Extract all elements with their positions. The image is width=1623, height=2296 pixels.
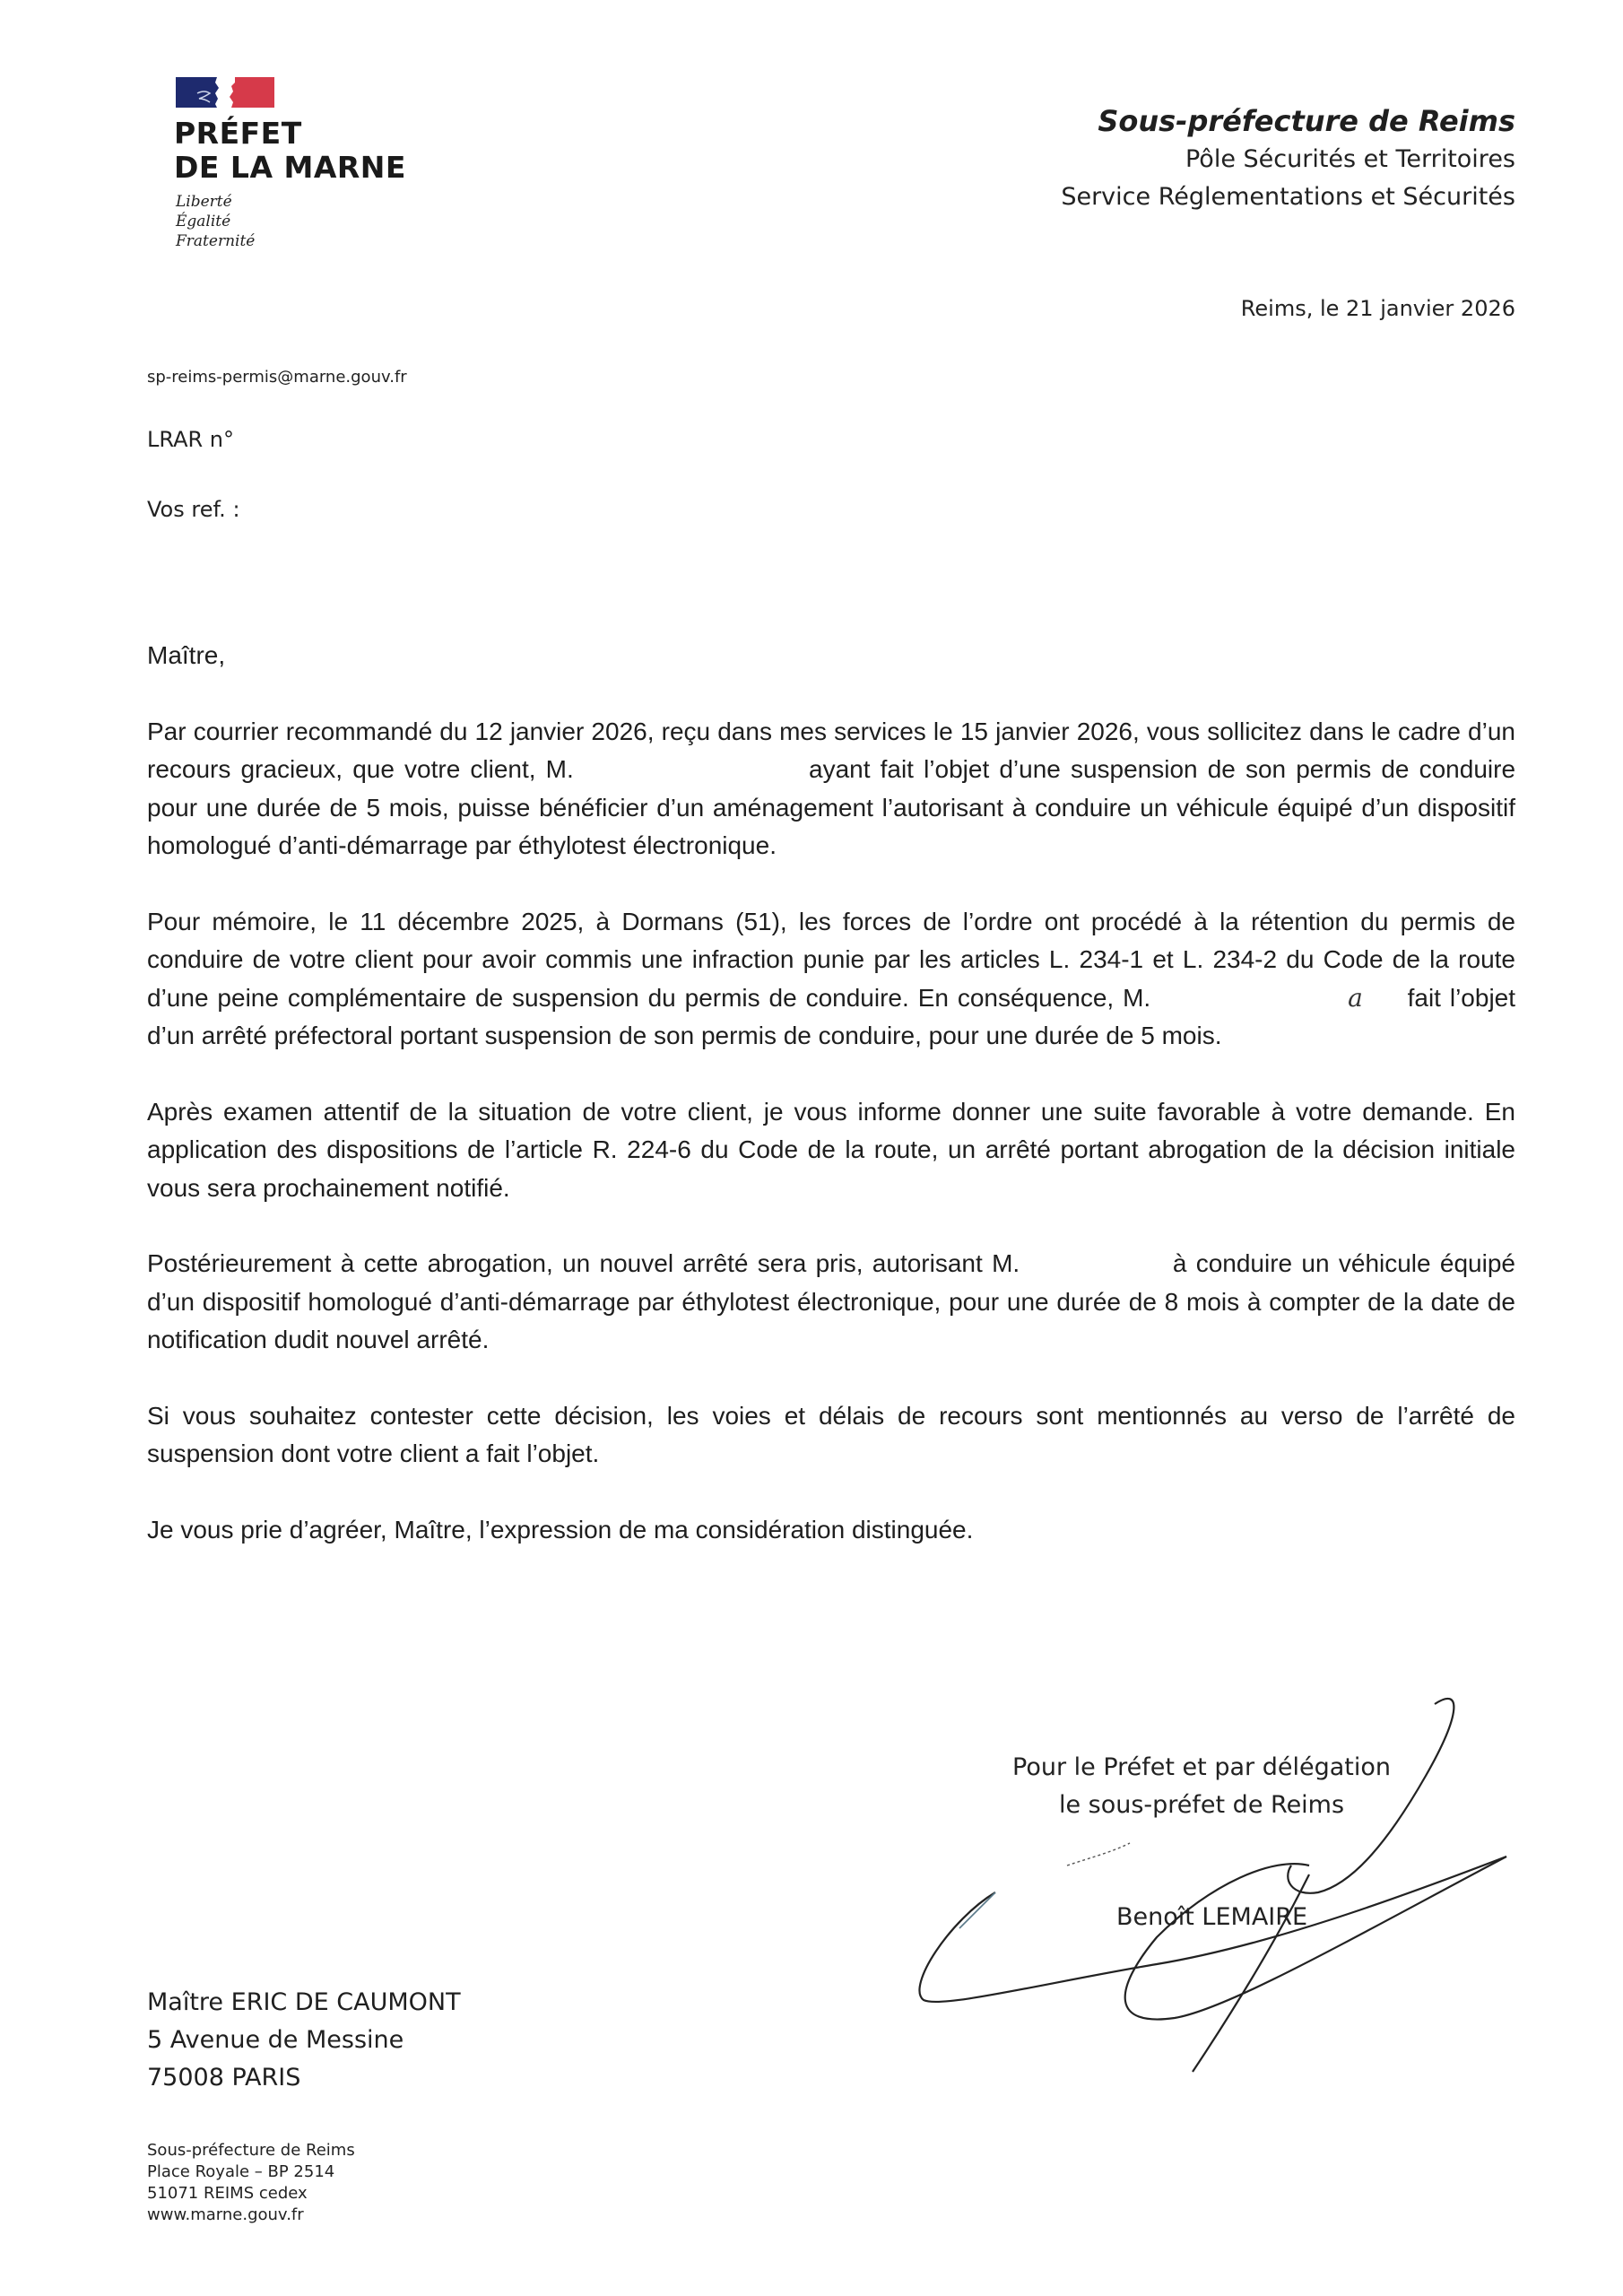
logo-title-line1: PRÉFET bbox=[174, 116, 302, 151]
handwritten-signature-icon bbox=[888, 1677, 1515, 2081]
paragraph-closing: Je vous prie d’agréer, Maître, l’expression de ma considération distinguée. bbox=[147, 1515, 974, 1544]
motto-egalite: Égalité bbox=[176, 213, 231, 230]
footer-line: Place Royale – BP 2514 bbox=[147, 2162, 335, 2181]
handwritten-mark: a bbox=[1348, 982, 1363, 1013]
lrar-label: LRAR n° bbox=[147, 427, 235, 452]
salutation: Maître, bbox=[147, 641, 226, 669]
letter-body bbox=[147, 637, 1515, 1587]
sender-header bbox=[1061, 101, 1515, 216]
recipient-name: Maître ERIC DE CAUMONT bbox=[147, 1988, 461, 2016]
logo-title-line2: DE LA MARNE bbox=[174, 150, 406, 185]
recipient-street: 5 Avenue de Messine bbox=[147, 2026, 404, 2054]
letter-date: Reims, le 21 janvier 2026 bbox=[1240, 296, 1515, 321]
paragraph-text: à conduire un véhicule équipé d’un dispositif homologué d’anti-démarrage par éthylotest électronique, pour une durée de 8 mois à compter de la date de notification dudit nouvel arrêté. bbox=[147, 1249, 1515, 1353]
contact-email: sp-reims-permis@marne.gouv.fr bbox=[147, 368, 407, 387]
marianne-flag-icon bbox=[176, 75, 274, 109]
delegation-line1: Pour le Préfet et par délégation bbox=[1012, 1753, 1391, 1781]
paragraph-text: Pour mémoire, le 11 décembre 2025, à Dormans (51), les forces de l’ordre ont procédé à la rétention du permis de conduire de votre client pour avoir commis une infraction punie par les articles L. 234-1 et L. 234-2 du Code de la route d’une peine complémentaire de suspension du permis de conduire. En conséquence, M. bbox=[147, 907, 1515, 1012]
paragraph-decision: Après examen attentif de la situation de votre client, je vous informe donner une suite favorable à votre demande. En application des dispositions de l’article R. 224-6 du Code de la route, un arrêté portant abrogation de la décision initiale vous sera prochainement notifié. bbox=[147, 1097, 1515, 1202]
signer-name: Benoît LEMAIRE bbox=[1116, 1903, 1308, 1931]
lrar-reference bbox=[147, 427, 234, 452]
paragraph-text: ayant fait l’objet d’une suspension de son permis de conduire pour une durée de 5 mois, puisse bénéficier d’un aménagement l’autorisant à conduire un véhicule équipé d’un dispositif homologué d’anti-démarrage par éthylotest électronique. bbox=[147, 755, 1516, 859]
paragraph-reminder bbox=[147, 903, 1515, 1056]
paragraph-request bbox=[147, 713, 1515, 865]
paragraph-text: fait l’objet d’un arrêté préfectoral portant suspension de son permis de conduire, pour une durée de 5 mois. bbox=[147, 983, 1516, 1049]
motto-liberte: Liberté bbox=[176, 193, 232, 211]
paragraph-new-order bbox=[147, 1245, 1515, 1360]
vos-ref-label: Vos ref. : bbox=[147, 497, 240, 522]
signature-delegation bbox=[968, 1749, 1435, 1824]
motto-fraternite: Fraternité bbox=[176, 232, 256, 250]
footer-website-link[interactable]: www.marne.gouv.fr bbox=[147, 2205, 304, 2224]
recipient-city: 75008 PARIS bbox=[147, 2064, 301, 2092]
sender-organization: Sous-préfecture de Reims bbox=[1098, 104, 1515, 138]
sender-service: Service Réglementations et Sécurités bbox=[1061, 183, 1515, 211]
sender-department: Pôle Sécurités et Territoires bbox=[1185, 145, 1515, 173]
republic-motto bbox=[176, 192, 255, 251]
your-reference bbox=[147, 497, 240, 522]
paragraph-text: Par courrier recommandé du 12 janvier 2026, reçu dans mes services le 15 janvier 2026, vous sollicitez dans le cadre d’un recours gracieux, que votre client, M. bbox=[147, 717, 1515, 783]
delegation-line2: le sous-préfet de Reims bbox=[1058, 1791, 1345, 1819]
footer-line: 51071 REIMS cedex bbox=[147, 2184, 308, 2203]
recipient-address bbox=[147, 1984, 461, 2097]
footer-line: Sous-préfecture de Reims bbox=[147, 2141, 355, 2160]
paragraph-appeal: Si vous souhaitez contester cette décision, les voies et délais de recours sont mentionnés au verso de l’arrêté de suspension dont votre client a fait l’objet. bbox=[147, 1401, 1515, 1467]
prefecture-logo-title bbox=[174, 117, 406, 185]
paragraph-text: Postérieurement à cette abrogation, un nouvel arrêté sera pris, autorisant M. bbox=[147, 1249, 1020, 1277]
footer-address bbox=[147, 2140, 355, 2226]
